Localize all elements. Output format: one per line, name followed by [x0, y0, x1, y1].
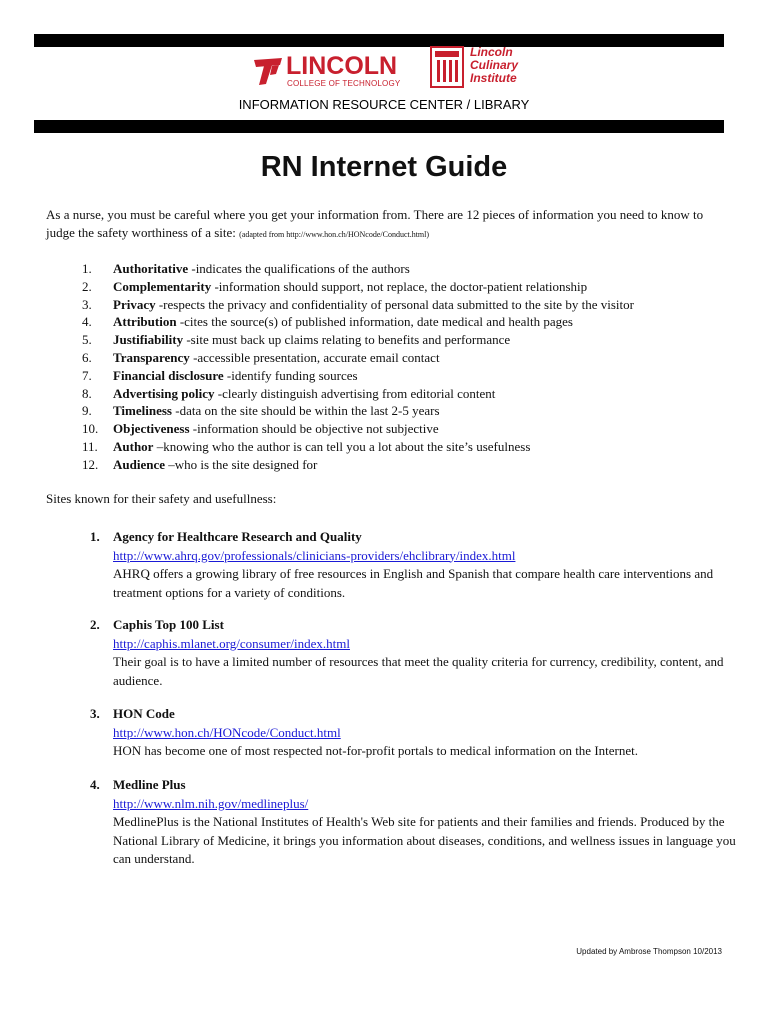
criteria-term: Financial disclosure: [113, 367, 224, 383]
intro-text: As a nurse, you must be careful where you get your information from. There are 12 pieces of information you need to know to judge the safety worthiness of a site:: [46, 207, 704, 240]
list-item: [82, 402, 742, 420]
criteria-desc: -site must back up claims relating to benefits and performance: [183, 332, 511, 348]
site-description: AHRQ offers a growing library of free resources in English and Spanish that compare health care interventions and treatment options for a variety of conditions.: [113, 566, 714, 600]
site-number: 2.: [90, 617, 100, 632]
site-description: MedlinePlus is the National Institutes of Health's Web site for patients and their families and friends. Produced by the National Library of Medicine, it brings you information about diseases, conditions, and wellness issues in language you can understand.: [113, 814, 736, 866]
criteria-desc: -clearly distinguish advertising from editorial content: [214, 385, 496, 401]
criteria-term: Justifiability: [113, 332, 184, 348]
criteria-term: Transparency: [113, 349, 190, 365]
lincoln-logo: [252, 52, 402, 92]
criteria-number: 11.: [82, 438, 98, 454]
criteria-term: Authoritative: [113, 261, 189, 276]
intro-paragraph: [46, 206, 726, 244]
criteria-term: Attribution: [113, 314, 177, 330]
site-name: HON Code: [113, 706, 175, 721]
site-entry-hon: [82, 705, 742, 761]
criteria-desc: -accessible presentation, accurate email contact: [189, 349, 440, 365]
culinary-line-1: Lincoln: [470, 45, 513, 59]
site-name: Agency for Healthcare Research and Quality: [113, 529, 362, 544]
criteria-term: Objectiveness: [113, 421, 190, 437]
site-link[interactable]: http://www.ahrq.gov/professionals/clinicians-providers/ehclibrary/index.html: [113, 547, 516, 563]
list-item: [82, 296, 742, 314]
site-name: Medline Plus: [113, 777, 186, 792]
site-link[interactable]: http://www.nlm.nih.gov/medlineplus/: [113, 795, 309, 811]
site-number: 4.: [90, 777, 100, 792]
criteria-number: 5.: [82, 332, 92, 348]
list-item: [82, 313, 742, 331]
culinary-emblem-icon: [430, 46, 464, 88]
criteria-number: 12.: [82, 456, 99, 472]
top-rule: [34, 34, 724, 47]
lincoln-logo-subtitle: COLLEGE OF TECHNOLOGY: [287, 79, 401, 88]
site-entry-caphis: [82, 616, 742, 690]
site-entry-ahrq: [82, 528, 742, 602]
header-label: INFORMATION RESOURCE CENTER / LIBRARY: [238, 97, 530, 112]
intro-source: (adapted from http://www.hon.ch/HONcode/Conduct.html): [239, 230, 430, 239]
criteria-term: Complementarity: [113, 278, 212, 294]
site-name: Caphis Top 100 List: [113, 617, 224, 632]
criteria-desc: –who is the site designed for: [165, 456, 318, 472]
criteria-desc: -information should be objective not subjective: [189, 421, 439, 437]
culinary-line-2: Culinary: [470, 58, 519, 72]
criteria-term: Privacy: [113, 296, 156, 312]
site-entry-medline: [82, 776, 742, 869]
footer-note: Updated by Ambrose Thompson 10/2013: [576, 947, 722, 956]
criteria-desc: -identify funding sources: [223, 367, 358, 383]
criteria-desc: –knowing who the author is can tell you a lot about the site’s usefulness: [153, 438, 531, 454]
criteria-desc: -indicates the qualifications of the authors: [188, 261, 410, 276]
criteria-number: 9.: [82, 403, 92, 419]
site-number: 1.: [90, 529, 100, 544]
criteria-number: 1.: [82, 261, 92, 276]
criteria-desc: -respects the privacy and confidentiality of personal data submitted to the site by the visitor: [155, 296, 634, 312]
list-item: [82, 260, 742, 278]
culinary-logo: [430, 46, 560, 90]
criteria-desc: -information should support, not replace, the doctor-patient relationship: [211, 278, 588, 294]
list-item: [82, 420, 742, 438]
bottom-rule: [34, 120, 724, 133]
site-number: 3.: [90, 706, 100, 721]
lincoln-logo-name: LINCOLN: [286, 52, 398, 80]
list-item: [82, 278, 742, 296]
culinary-logo-text: [470, 46, 518, 85]
criteria-number: 6.: [82, 349, 92, 365]
list-item: [82, 367, 742, 385]
criteria-list: [82, 260, 742, 474]
criteria-number: 4.: [82, 314, 92, 330]
criteria-desc: -data on the site should be within the last 2-5 years: [172, 403, 440, 419]
criteria-number: 8.: [82, 385, 92, 401]
criteria-term: Timeliness: [113, 403, 172, 419]
criteria-number: 2.: [82, 278, 92, 294]
culinary-line-3: Institute: [470, 71, 517, 85]
criteria-term: Author: [113, 438, 154, 454]
criteria-term: Advertising policy: [113, 385, 215, 401]
list-item: [82, 331, 742, 349]
list-item: [82, 349, 742, 367]
criteria-number: 10.: [82, 421, 99, 437]
list-item: [82, 438, 742, 456]
list-item: [82, 456, 742, 474]
page-title: RN Internet Guide: [260, 151, 508, 183]
site-description: Their goal is to have a limited number of resources that meet the quality criteria for currency, credibility, content, and audience.: [113, 654, 724, 688]
criteria-number: 7.: [82, 367, 92, 383]
criteria-desc: -cites the source(s) of published information, date medical and health pages: [176, 314, 573, 330]
site-link[interactable]: http://www.hon.ch/HONcode/Conduct.html: [113, 724, 341, 740]
lincoln-emblem-icon: [252, 56, 284, 86]
criteria-term: Audience: [113, 456, 165, 472]
sites-intro: Sites known for their safety and usefullness:: [46, 491, 277, 506]
list-item: [82, 385, 742, 403]
site-link[interactable]: http://caphis.mlanet.org/consumer/index.html: [113, 635, 350, 651]
site-description: HON has become one of most respected not-for-profit portals to medical information on the Internet.: [113, 743, 638, 758]
criteria-number: 3.: [82, 296, 92, 312]
